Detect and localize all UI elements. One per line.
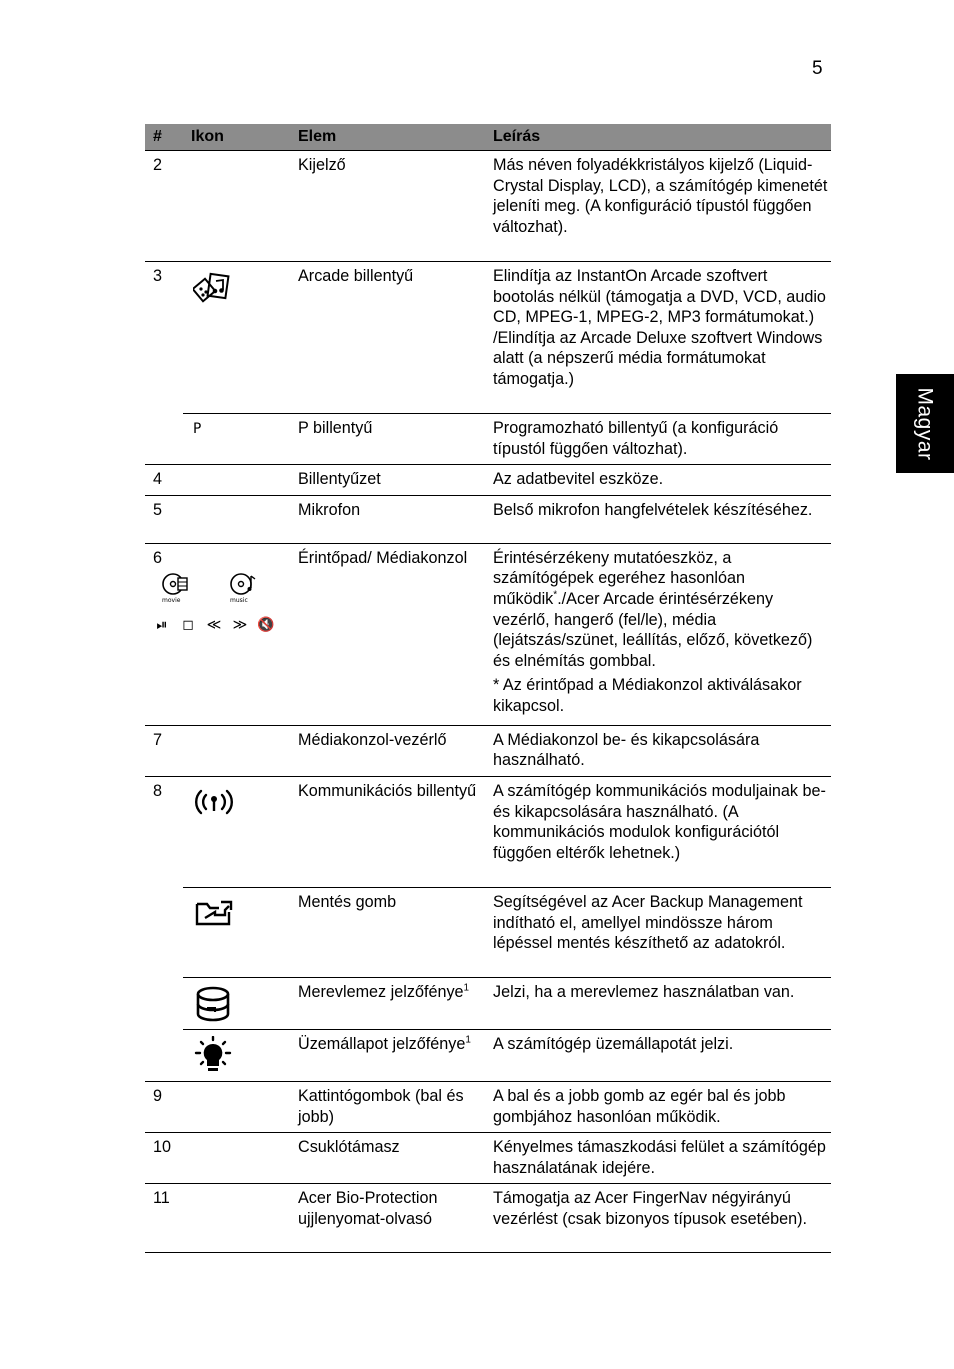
previous-icon: ≪ bbox=[206, 615, 222, 632]
page-number: 5 bbox=[812, 58, 823, 79]
row-item: Kijelző bbox=[298, 156, 346, 174]
row-item: Médiakonzol-vezérlő bbox=[290, 725, 485, 776]
table-row bbox=[145, 465, 831, 496]
arcade-icon bbox=[191, 266, 290, 306]
row-num bbox=[145, 1029, 183, 1081]
row-item: Billentyűzet bbox=[290, 465, 485, 496]
row-desc: A bal és a jobb gomb az egér bal és jobb gombjához hasonlóan működik. bbox=[485, 1081, 831, 1132]
row-item: P billentyű bbox=[290, 414, 485, 465]
power-light-icon bbox=[191, 1034, 290, 1076]
row-num bbox=[145, 887, 183, 977]
row-num: 10 bbox=[145, 1133, 183, 1184]
row-item: Csuklótámasz bbox=[290, 1133, 485, 1184]
backup-icon bbox=[191, 892, 290, 928]
row-desc: Érintésérzékeny mutatóeszköz, a számítógépek egeréhez hasonlóan működik*./Acer Arcade érintésérzékeny vezérlő, hangerő (fel/le), média (lejátszás/szünet, leállítás, előző, következő) és elnémítás gombbal. * Az érintőpad a Médiakonzol aktiválásakor kikapcsol. bbox=[485, 543, 831, 725]
stop-icon: ◻ bbox=[182, 615, 194, 632]
table-row bbox=[145, 151, 831, 262]
row-num: 9 bbox=[145, 1081, 183, 1132]
table-row bbox=[145, 776, 831, 887]
table-row bbox=[145, 887, 831, 977]
svg-text:music: music bbox=[230, 597, 248, 605]
header-item: Elem bbox=[290, 124, 485, 151]
wireless-icon bbox=[191, 781, 290, 817]
row-num: 7 bbox=[145, 725, 183, 776]
row-desc: A Médiakonzol be- és kikapcsolására használható. bbox=[485, 725, 831, 776]
component-table bbox=[145, 124, 831, 1253]
table-row bbox=[145, 725, 831, 776]
row-desc: Jelzi, ha a merevlemez használatban van. bbox=[485, 977, 831, 1029]
movie-disc-icon bbox=[161, 572, 191, 610]
table-row bbox=[145, 1081, 831, 1132]
row-desc: Kényelmes támaszkodási felület a számítógép használatának idejére. bbox=[485, 1133, 831, 1184]
mute-icon: 🔇 bbox=[257, 615, 275, 632]
row-desc: Belső mikrofon hangfelvételek készítéséhez. bbox=[485, 495, 831, 543]
row-desc: A számítógép kommunikációs moduljainak be- és kikapcsolására használható. (A kommunikációs modulok konfigurációtól függően eltérők lehetnek.) bbox=[485, 776, 831, 887]
row-item: Érintőpad/ Médiakonzol bbox=[290, 543, 485, 725]
table-row bbox=[145, 495, 831, 543]
header-desc: Leírás bbox=[485, 124, 831, 151]
row-num: 5 bbox=[145, 495, 183, 543]
play-pause-icon: ⏯ bbox=[156, 615, 168, 632]
row-num: 8 bbox=[145, 776, 183, 887]
row-item: Merevlemez jelzőfénye$^1$ bbox=[290, 977, 485, 1029]
hdd-icon bbox=[191, 982, 290, 1024]
row-desc: Az adatbevitel eszköze. bbox=[485, 465, 831, 496]
row-num: 3 bbox=[145, 262, 183, 414]
table-row bbox=[145, 414, 831, 465]
row-item: Mentés gomb bbox=[290, 887, 485, 977]
language-tab-label: Magyar bbox=[914, 386, 937, 461]
row-item: Kattintógombok (bal és jobb) bbox=[290, 1081, 485, 1132]
table-row bbox=[145, 1133, 831, 1184]
p-key-icon: P bbox=[193, 421, 202, 437]
row-num bbox=[145, 414, 183, 465]
svg-text:movie: movie bbox=[162, 597, 181, 605]
row-num: 2 bbox=[153, 156, 163, 174]
row-desc: A számítógép üzemállapotát jelzi. bbox=[485, 1029, 831, 1081]
row-num bbox=[145, 977, 183, 1029]
table-header-row bbox=[145, 124, 831, 151]
row-item: Üzemállapot jelzőfénye$^1$ bbox=[290, 1029, 485, 1081]
row-num: 6 bbox=[153, 548, 163, 567]
media-console-icons bbox=[153, 572, 290, 632]
table-row bbox=[145, 1029, 831, 1081]
table-row bbox=[145, 262, 831, 414]
row-item: Arcade billentyű bbox=[290, 262, 485, 414]
row-desc-note: * Az érintőpad a Médiakonzol aktiválásakor kikapcsol. bbox=[493, 676, 802, 715]
row-desc: Programozható billentyű (a konfiguráció típustól függően változhat). bbox=[485, 414, 831, 465]
row-item: Acer Bio-Protection ujjlenyomat-olvasó bbox=[290, 1184, 485, 1253]
table-row bbox=[145, 977, 831, 1029]
header-icon: Ikon bbox=[183, 124, 290, 151]
row-desc: Segítségével az Acer Backup Management indítható el, amellyel mindössze három lépéssel mentés készíthető az adatokról. bbox=[485, 887, 831, 977]
table-row bbox=[145, 543, 831, 725]
row-desc: Elindítja az InstantOn Arcade szoftvert bootolás nélkül (támogatja a DVD, VCD, audio CD, MPEG-1, MPEG-2, MP3 formátumokat.) /Elindítja az Arcade Deluxe szoftvert Windows alatt (a népszerű média formátumokat támogatja.) bbox=[485, 262, 831, 414]
language-tab bbox=[896, 374, 954, 473]
header-num: # bbox=[145, 124, 183, 151]
row-num: 4 bbox=[145, 465, 183, 496]
row-num: 11 bbox=[145, 1184, 183, 1253]
row-item: Kommunikációs billentyű bbox=[290, 776, 485, 887]
next-icon: ≫ bbox=[232, 615, 248, 632]
row-desc: Más néven folyadékkristályos kijelző (Liquid-Crystal Display, LCD), a számítógép kimenetét jeleníti meg. (A konfiguráció típustól függően változhat). bbox=[493, 156, 828, 236]
row-item: Mikrofon bbox=[290, 495, 485, 543]
table-row bbox=[145, 1184, 831, 1253]
music-disc-icon bbox=[229, 572, 259, 610]
row-desc: Támogatja az Acer FingerNav négyirányú vezérlést (csak bizonyos típusok esetében). bbox=[485, 1184, 831, 1253]
